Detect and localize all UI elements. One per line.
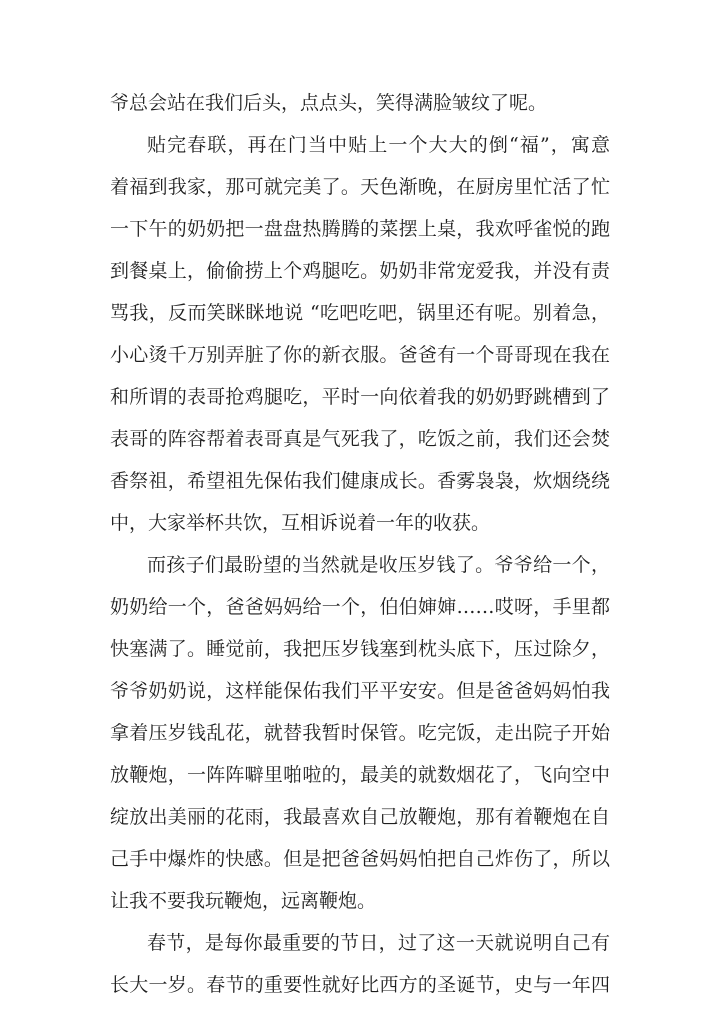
- text-line: 放鞭炮，一阵阵噼里啪啦的，最美的就数烟花了，飞向空中: [110, 764, 610, 786]
- text-line: 小心烫千万别弄脏了你的新衣服。爸爸有一个哥哥现在我在: [110, 344, 610, 366]
- text-line: 己手中爆炸的快感。但是把爸爸妈妈怕把自己炸伤了，所以: [110, 848, 610, 870]
- text-line: 爷总会站在我们后头，点点头，笑得满脸皱纹了呢。: [110, 92, 548, 114]
- paragraph-first-line: 春节，是每你最重要的节日，过了这一天就说明自己有: [147, 932, 610, 954]
- text-line: 拿着压岁钱乱花，就替我暂时保管。吃完饭，走出院子开始: [110, 722, 610, 744]
- text-line: 爷爷奶奶说，这样能保佑我们平平安安。但是爸爸妈妈怕我: [110, 680, 610, 702]
- paragraph-first-line: 贴完春联，再在门当中贴上一个大大的倒“福”，寓意: [147, 134, 610, 156]
- text-line: 表哥的阵容帮着表哥真是气死我了，吃饭之前，我们还会焚: [110, 428, 610, 450]
- text-line: 一下午的奶奶把一盘盘热腾腾的菜摆上桌，我欢呼雀悦的跑: [110, 218, 610, 240]
- text-line: 快塞满了。睡觉前，我把压岁钱塞到枕头底下，压过除夕，: [110, 638, 610, 660]
- text-line: 长大一岁。春节的重要性就好比西方的圣诞节，史与一年四: [110, 974, 610, 996]
- paragraph-first-line: 而孩子们最盼望的当然就是收压岁钱了。爷爷给一个，: [147, 554, 610, 576]
- text-line: 奶奶给一个，爸爸妈妈给一个，伯伯婶婶……哎呀，手里都: [110, 596, 610, 618]
- text-line: 着福到我家，那可就完美了。天色渐晚，在厨房里忙活了忙: [110, 176, 610, 198]
- text-line: 和所谓的表哥抢鸡腿吃，平时一向依着我的奶奶野跳槽到了: [110, 386, 610, 408]
- text-line: 到餐桌上，偷偷捞上个鸡腿吃。奶奶非常宠爱我，并没有责: [110, 260, 610, 282]
- text-line: 让我不要我玩鞭炮，远离鞭炮。: [110, 890, 377, 912]
- text-line: 香祭祖，希望祖先保佑我们健康成长。香雾袅袅，炊烟绕绕: [110, 470, 610, 492]
- text-line: 骂我，反而笑眯眯地说 “吃吧吃吧，锅里还有呢。别着急，: [110, 302, 610, 324]
- text-line: 中，大家举杯共饮，互相诉说着一年的收获。: [110, 512, 491, 534]
- text-line: 绽放出美丽的花雨，我最喜欢自己放鞭炮，那有着鞭炮在自: [110, 806, 610, 828]
